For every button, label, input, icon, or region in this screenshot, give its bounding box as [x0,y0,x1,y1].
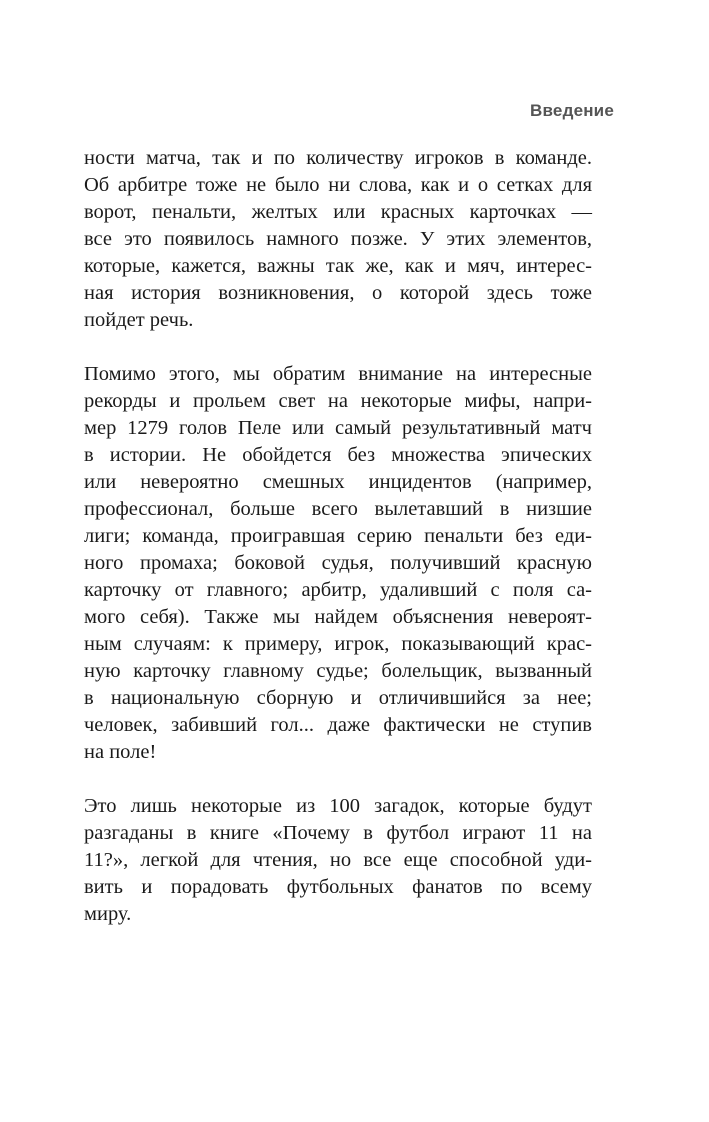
text-line: вить и порадовать футбольных фанатов по всему [84,876,592,898]
running-head-title: Введение [530,101,614,120]
text-line: все это появилось намного позже. У этих элементов, [84,228,592,250]
body-text [84,145,592,955]
paragraph-3 [84,793,592,928]
paragraph-2 [84,361,592,766]
text-line: пойдет речь. [84,309,194,331]
text-line: миру. [84,903,132,925]
text-line: ная история возникновения, о которой здесь тоже [84,282,592,304]
text-line: ворот, пенальти, желтых или красных карточках — [84,201,592,223]
text-line: которые, кажется, важны так же, как и мяч, интерес- [84,255,592,277]
text-line: мер 1279 голов Пеле или самый результативный матч [84,417,592,439]
text-line: карточку от главного; арбитр, удаливший с поля са- [84,579,592,601]
text-line: лиги; команда, проигравшая серию пенальти без еди- [84,525,592,547]
text-line: рекорды и прольем свет на некоторые мифы, напри- [84,390,592,412]
text-line: Это лишь некоторые из 100 загадок, которые будут [84,795,592,817]
text-line: Помимо этого, мы обратим внимание на интересные [84,363,592,385]
text-line: в национальную сборную и отличившийся за нее; [84,687,592,709]
text-line: или невероятно смешных инцидентов (например, [84,471,592,493]
paragraph-1 [84,145,592,334]
text-line: человек, забивший гол... даже фактически не ступив [84,714,592,736]
text-line: 11?», легкой для чтения, но все еще способной уди- [84,849,592,871]
text-line: разгаданы в книге «Почему в футбол играют 11 на [84,822,592,844]
text-line: на поле! [84,741,157,763]
text-line: ности матча, так и по количеству игроков в команде. [84,147,592,169]
text-line: мого себя). Также мы найдем объяснения невероят- [84,606,592,628]
text-line: профессионал, больше всего вылетавший в низшие [84,498,592,520]
text-line: в истории. Не обойдется без множества эпических [84,444,592,466]
text-line: ного промаха; боковой судья, получивший красную [84,552,592,574]
text-line: ным случаям: к примеру, игрок, показывающий крас- [84,633,592,655]
text-line: Об арбитре тоже не было ни слова, как и о сетках для [84,174,592,196]
text-line: ную карточку главному судье; болельщик, вызванный [84,660,592,682]
